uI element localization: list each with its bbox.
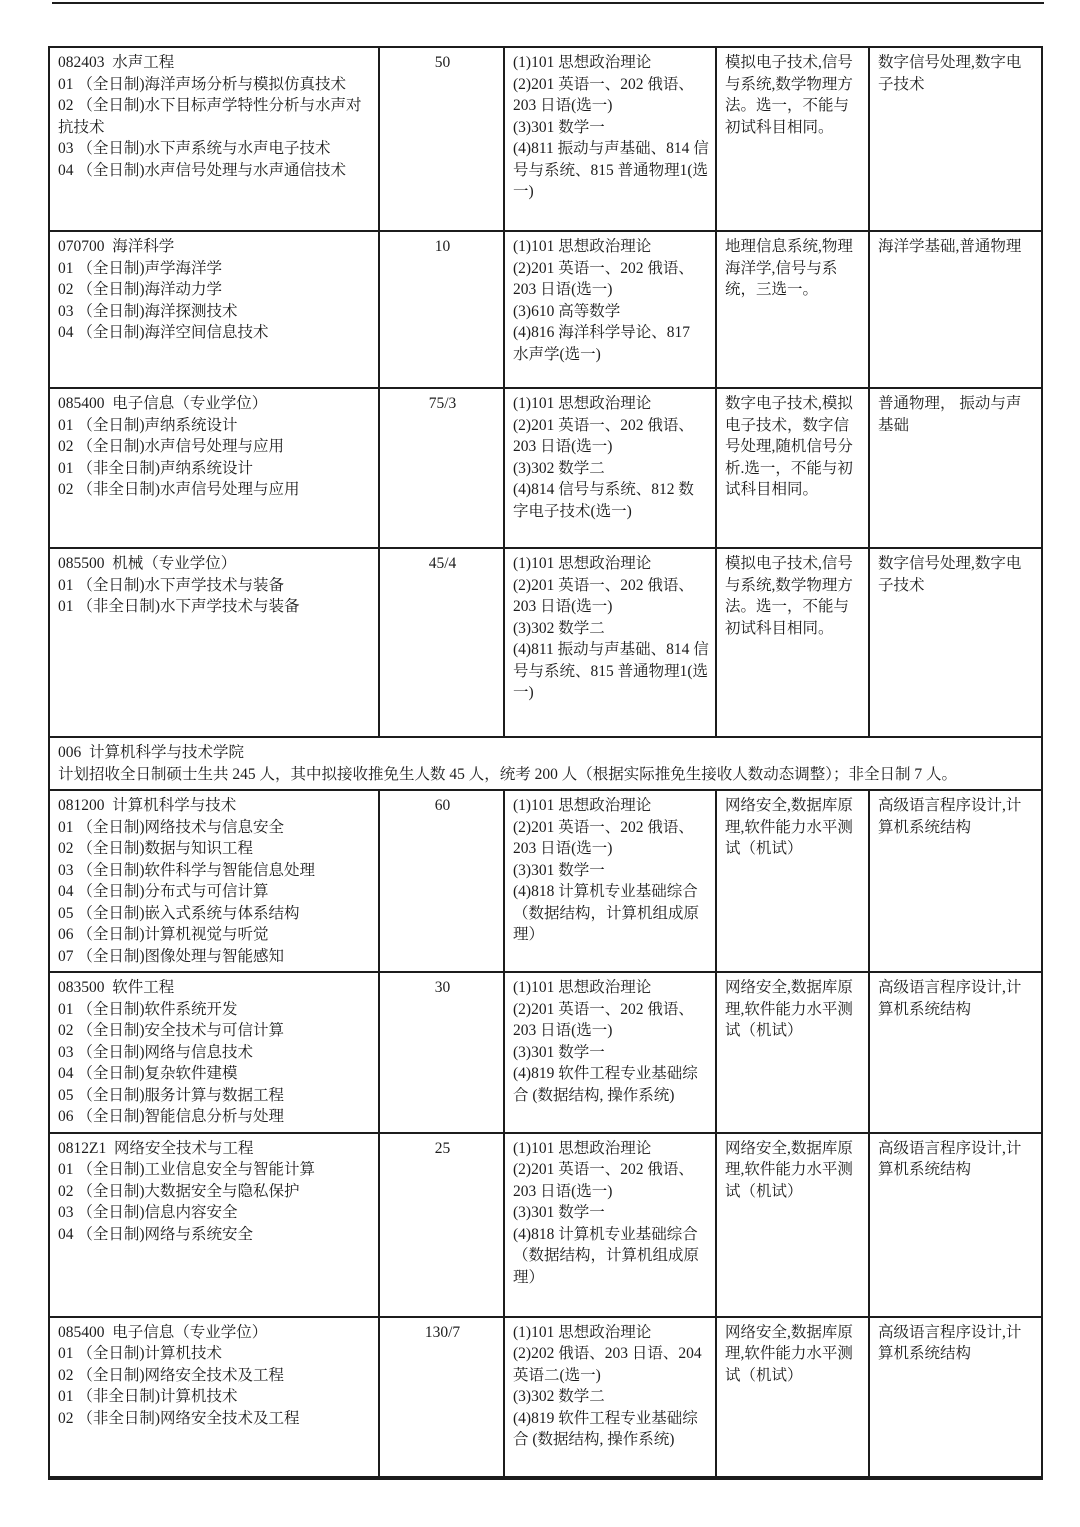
direction-line: 01 （全日制)工业信息安全与智能计算 xyxy=(58,1161,316,1178)
quota-cell xyxy=(379,231,504,388)
exam-subject-line: (3)301 数学一 xyxy=(513,1204,605,1221)
retest-subjects-cell xyxy=(716,388,869,548)
additional-test-cell xyxy=(869,548,1042,737)
program-title: 070700 海洋科学 xyxy=(58,238,175,255)
section-note: 计划招收全日制硕士生共 245 人，其中拟接收推免生人数 45 人，统考 200 人（根据实际推免生接收人数动态调整）；非全日制 7 人。 xyxy=(58,765,958,783)
program-cell xyxy=(49,231,379,388)
top-divider-line xyxy=(52,2,1044,4)
retest-subjects-cell xyxy=(716,972,869,1133)
direction-line: 02 （非全日制)网络安全技术及工程 xyxy=(58,1409,300,1427)
direction-line: 06 （全日制)智能信息分析与处理 xyxy=(58,1108,285,1125)
program-title: 085400 电子信息（专业学位） xyxy=(58,395,268,412)
exam-subjects-cell xyxy=(504,1133,716,1317)
direction-line: 03 （全日制)网络与信息技术 xyxy=(58,1043,254,1061)
exam-subject-line: (4)819 软件工程专业基础综合 (数据结构, 操作系统) xyxy=(513,1409,698,1448)
admissions-table xyxy=(48,46,1043,1480)
direction-line: 03 （全日制)软件科学与智能信息处理 xyxy=(58,861,316,879)
exam-subject-line: (1)101 思想政治理论 xyxy=(513,395,652,412)
additional-test-text: 高级语言程序设计,计算机系统结构 xyxy=(878,979,1022,1018)
exam-subjects-cell xyxy=(504,231,716,388)
program-cell xyxy=(49,972,379,1133)
direction-line: 02 （全日制)水声信号处理与应用 xyxy=(58,438,285,455)
quota-value: 10 xyxy=(434,238,451,255)
direction-line: 01 （全日制)计算机技术 xyxy=(58,1345,223,1362)
direction-line: 04 （全日制)海洋空间信息技术 xyxy=(58,324,269,341)
exam-subject-line: (2)201 英语一、202 俄语、203 日语(选一) xyxy=(513,75,694,114)
exam-subject-line: (4)811 振动与声基础、814 信号与系统、815 普通物理1(选一) xyxy=(513,140,709,200)
exam-subject-line: (2)201 英语一、202 俄语、203 日语(选一) xyxy=(513,576,694,615)
program-cell xyxy=(49,548,379,737)
additional-test-cell xyxy=(869,1133,1042,1317)
exam-subjects-cell xyxy=(504,47,716,231)
retest-subjects-cell xyxy=(716,1317,869,1478)
direction-line: 04 （全日制)复杂软件建模 xyxy=(58,1065,238,1082)
exam-subject-line: (2)201 英语一、202 俄语、203 日语(选一) xyxy=(513,1000,694,1039)
direction-line: 02 （非全日制)水声信号处理与应用 xyxy=(58,481,300,498)
retest-subjects-text: 模拟电子技术,信号与系统,数学物理方法。选一，不能与初试科目相同。 xyxy=(725,555,853,637)
retest-subjects-text: 网络安全,数据库原理,软件能力水平测试（机试） xyxy=(725,979,853,1039)
direction-line: 06 （全日制)计算机视觉与听觉 xyxy=(58,926,269,943)
exam-subject-line: (3)302 数学二 xyxy=(513,1388,605,1405)
program-cell xyxy=(49,1133,379,1317)
exam-subject-line: (2)201 英语一、202 俄语、203 日语(选一) xyxy=(513,818,694,857)
direction-line: 04 （全日制)网络与系统安全 xyxy=(58,1225,254,1243)
admissions-table-body xyxy=(49,47,1042,1478)
direction-line: 01 （全日制)水下声学技术与装备 xyxy=(58,576,285,594)
retest-subjects-cell xyxy=(716,548,869,737)
additional-test-text: 高级语言程序设计,计算机系统结构 xyxy=(878,1323,1022,1362)
quota-cell xyxy=(379,1133,504,1317)
program-title: 085500 机械（专业学位） xyxy=(58,555,237,572)
direction-line: 05 （全日制)嵌入式系统与体系结构 xyxy=(58,904,300,922)
direction-line: 04 （全日制)分布式与可信计算 xyxy=(58,883,269,900)
additional-test-text: 高级语言程序设计,计算机系统结构 xyxy=(878,797,1022,836)
direction-line: 01 （非全日制)声纳系统设计 xyxy=(58,459,254,477)
exam-subject-line: (4)816 海洋科学导论、817 水声学(选一) xyxy=(513,324,694,363)
retest-subjects-text: 网络安全,数据库原理,软件能力水平测试（机试） xyxy=(725,797,853,857)
direction-line: 02 （全日制)水下目标声学特性分析与水声对抗技术 xyxy=(58,97,362,136)
quota-cell xyxy=(379,790,504,972)
section-header-row xyxy=(49,737,1042,790)
program-title: 081200 计算机科学与技术 xyxy=(58,797,237,814)
program-title: 082403 水声工程 xyxy=(58,54,175,71)
quota-cell xyxy=(379,388,504,548)
quota-cell xyxy=(379,548,504,737)
exam-subject-line: (3)302 数学二 xyxy=(513,459,605,477)
direction-line: 02 （全日制)大数据安全与隐私保护 xyxy=(58,1182,300,1200)
exam-subject-line: (3)301 数学一 xyxy=(513,118,605,136)
program-cell xyxy=(49,388,379,548)
direction-line: 01 （全日制)声纳系统设计 xyxy=(58,416,238,434)
direction-line: 02 （全日制)安全技术与可信计算 xyxy=(58,1022,285,1039)
program-cell xyxy=(49,47,379,231)
section-title: 006 计算机科学与技术学院 xyxy=(58,744,245,761)
additional-test-cell xyxy=(869,388,1042,548)
exam-subject-line: (1)101 思想政治理论 xyxy=(513,555,652,572)
direction-line: 01 （非全日制)水下声学技术与装备 xyxy=(58,598,300,615)
program-cell xyxy=(49,790,379,972)
additional-test-cell xyxy=(869,231,1042,388)
program-row xyxy=(49,231,1042,388)
direction-line: 02 （全日制)网络安全技术及工程 xyxy=(58,1366,285,1384)
direction-line: 01 （全日制)网络技术与信息安全 xyxy=(58,818,285,836)
exam-subject-line: (2)201 英语一、202 俄语、203 日语(选一) xyxy=(513,416,694,455)
additional-test-text: 海洋学基础,普通物理 xyxy=(878,238,1022,255)
exam-subject-line: (1)101 思想政治理论 xyxy=(513,979,652,996)
additional-test-text: 普通物理， 振动与声基础 xyxy=(878,395,1022,434)
direction-line: 04 （全日制)水声信号处理与水声通信技术 xyxy=(58,161,347,179)
exam-subject-line: (4)819 软件工程专业基础综合 (数据结构, 操作系统) xyxy=(513,1065,698,1104)
quota-cell xyxy=(379,1317,504,1478)
exam-subject-line: (4)818 计算机专业基础综合（数据结构，计算机组成原理） xyxy=(513,1225,700,1286)
direction-line: 01 （全日制)海洋声场分析与模拟仿真技术 xyxy=(58,75,347,93)
additional-test-text: 数字信号处理,数字电子技术 xyxy=(878,555,1022,594)
direction-line: 03 （全日制)海洋探测技术 xyxy=(58,302,238,320)
program-row xyxy=(49,972,1042,1133)
exam-subjects-cell xyxy=(504,388,716,548)
direction-line: 03 （全日制)水下声系统与水声电子技术 xyxy=(58,140,331,157)
exam-subject-line: (2)201 英语一、202 俄语、203 日语(选一) xyxy=(513,1161,694,1200)
quota-value: 75/3 xyxy=(428,395,457,412)
retest-subjects-cell xyxy=(716,1133,869,1317)
additional-test-cell xyxy=(869,972,1042,1133)
exam-subject-line: (2)202 俄语、203 日语、204 英语二(选一) xyxy=(513,1345,706,1384)
additional-test-cell xyxy=(869,1317,1042,1478)
exam-subject-line: (3)301 数学一 xyxy=(513,1043,605,1061)
program-title: 083500 软件工程 xyxy=(58,979,175,996)
additional-test-cell xyxy=(869,790,1042,972)
quota-value: 25 xyxy=(434,1139,451,1157)
exam-subject-line: (3)302 数学二 xyxy=(513,619,605,637)
direction-line: 02 （全日制)海洋动力学 xyxy=(58,281,223,298)
quota-value: 30 xyxy=(434,979,451,996)
retest-subjects-cell xyxy=(716,47,869,231)
exam-subjects-cell xyxy=(504,548,716,737)
program-title: 0812Z1 网络安全技术与工程 xyxy=(58,1139,254,1157)
additional-test-text: 高级语言程序设计,计算机系统结构 xyxy=(878,1139,1022,1178)
quota-value: 45/4 xyxy=(428,555,457,572)
retest-subjects-cell xyxy=(716,790,869,972)
quota-value: 130/7 xyxy=(424,1323,461,1341)
direction-line: 03 （全日制)信息内容安全 xyxy=(58,1204,238,1221)
exam-subject-line: (2)201 英语一、202 俄语、203 日语(选一) xyxy=(513,259,694,298)
exam-subject-line: (4)818 计算机专业基础综合（数据结构，计算机组成原理） xyxy=(513,883,700,943)
retest-subjects-text: 地理信息系统,物理海洋学,信号与系统，三选一。 xyxy=(725,238,853,298)
exam-subject-line: (1)101 思想政治理论 xyxy=(513,797,652,814)
direction-line: 01 （全日制)软件系统开发 xyxy=(58,1000,238,1018)
exam-subject-line: (1)101 思想政治理论 xyxy=(513,238,652,255)
program-row xyxy=(49,388,1042,548)
exam-subject-line: (3)301 数学一 xyxy=(513,861,605,879)
retest-subjects-cell xyxy=(716,231,869,388)
program-title: 085400 电子信息（专业学位） xyxy=(58,1323,268,1341)
exam-subject-line: (1)101 思想政治理论 xyxy=(513,1323,652,1341)
direction-line: 01 （全日制)声学海洋学 xyxy=(58,259,223,277)
program-row xyxy=(49,47,1042,231)
retest-subjects-text: 数字电子技术,模拟电子技术，数字信号处理,随机信号分析.选一，不能与初试科目相同。 xyxy=(725,395,853,498)
additional-test-cell xyxy=(869,47,1042,231)
direction-line: 01 （非全日制)计算机技术 xyxy=(58,1388,238,1405)
exam-subject-line: (1)101 思想政治理论 xyxy=(513,1139,652,1157)
quota-cell xyxy=(379,47,504,231)
exam-subject-line: (3)610 高等数学 xyxy=(513,302,621,320)
direction-line: 02 （全日制)数据与知识工程 xyxy=(58,840,254,857)
quota-value: 60 xyxy=(434,797,451,814)
exam-subjects-cell xyxy=(504,790,716,972)
direction-line: 07 （全日制)图像处理与智能感知 xyxy=(58,947,285,965)
section-cell xyxy=(49,737,1042,790)
exam-subjects-cell xyxy=(504,1317,716,1478)
exam-subject-line: (4)814 信号与系统、812 数字电子技术(选一) xyxy=(513,481,694,520)
program-row xyxy=(49,1317,1042,1478)
exam-subject-line: (1)101 思想政治理论 xyxy=(513,54,652,71)
retest-subjects-text: 模拟电子技术,信号与系统,数学物理方法。选一，不能与初试科目相同。 xyxy=(725,54,853,136)
retest-subjects-text: 网络安全,数据库原理,软件能力水平测试（机试） xyxy=(725,1139,853,1200)
program-cell xyxy=(49,1317,379,1478)
program-row xyxy=(49,1133,1042,1317)
program-row xyxy=(49,790,1042,972)
retest-subjects-text: 网络安全,数据库原理,软件能力水平测试（机试） xyxy=(725,1323,853,1384)
program-row xyxy=(49,548,1042,737)
additional-test-text: 数字信号处理,数字电子技术 xyxy=(878,54,1022,93)
exam-subjects-cell xyxy=(504,972,716,1133)
quota-value: 50 xyxy=(434,54,451,71)
quota-cell xyxy=(379,972,504,1133)
direction-line: 05 （全日制)服务计算与数据工程 xyxy=(58,1086,285,1104)
exam-subject-line: (4)811 振动与声基础、814 信号与系统、815 普通物理1(选一) xyxy=(513,641,709,701)
